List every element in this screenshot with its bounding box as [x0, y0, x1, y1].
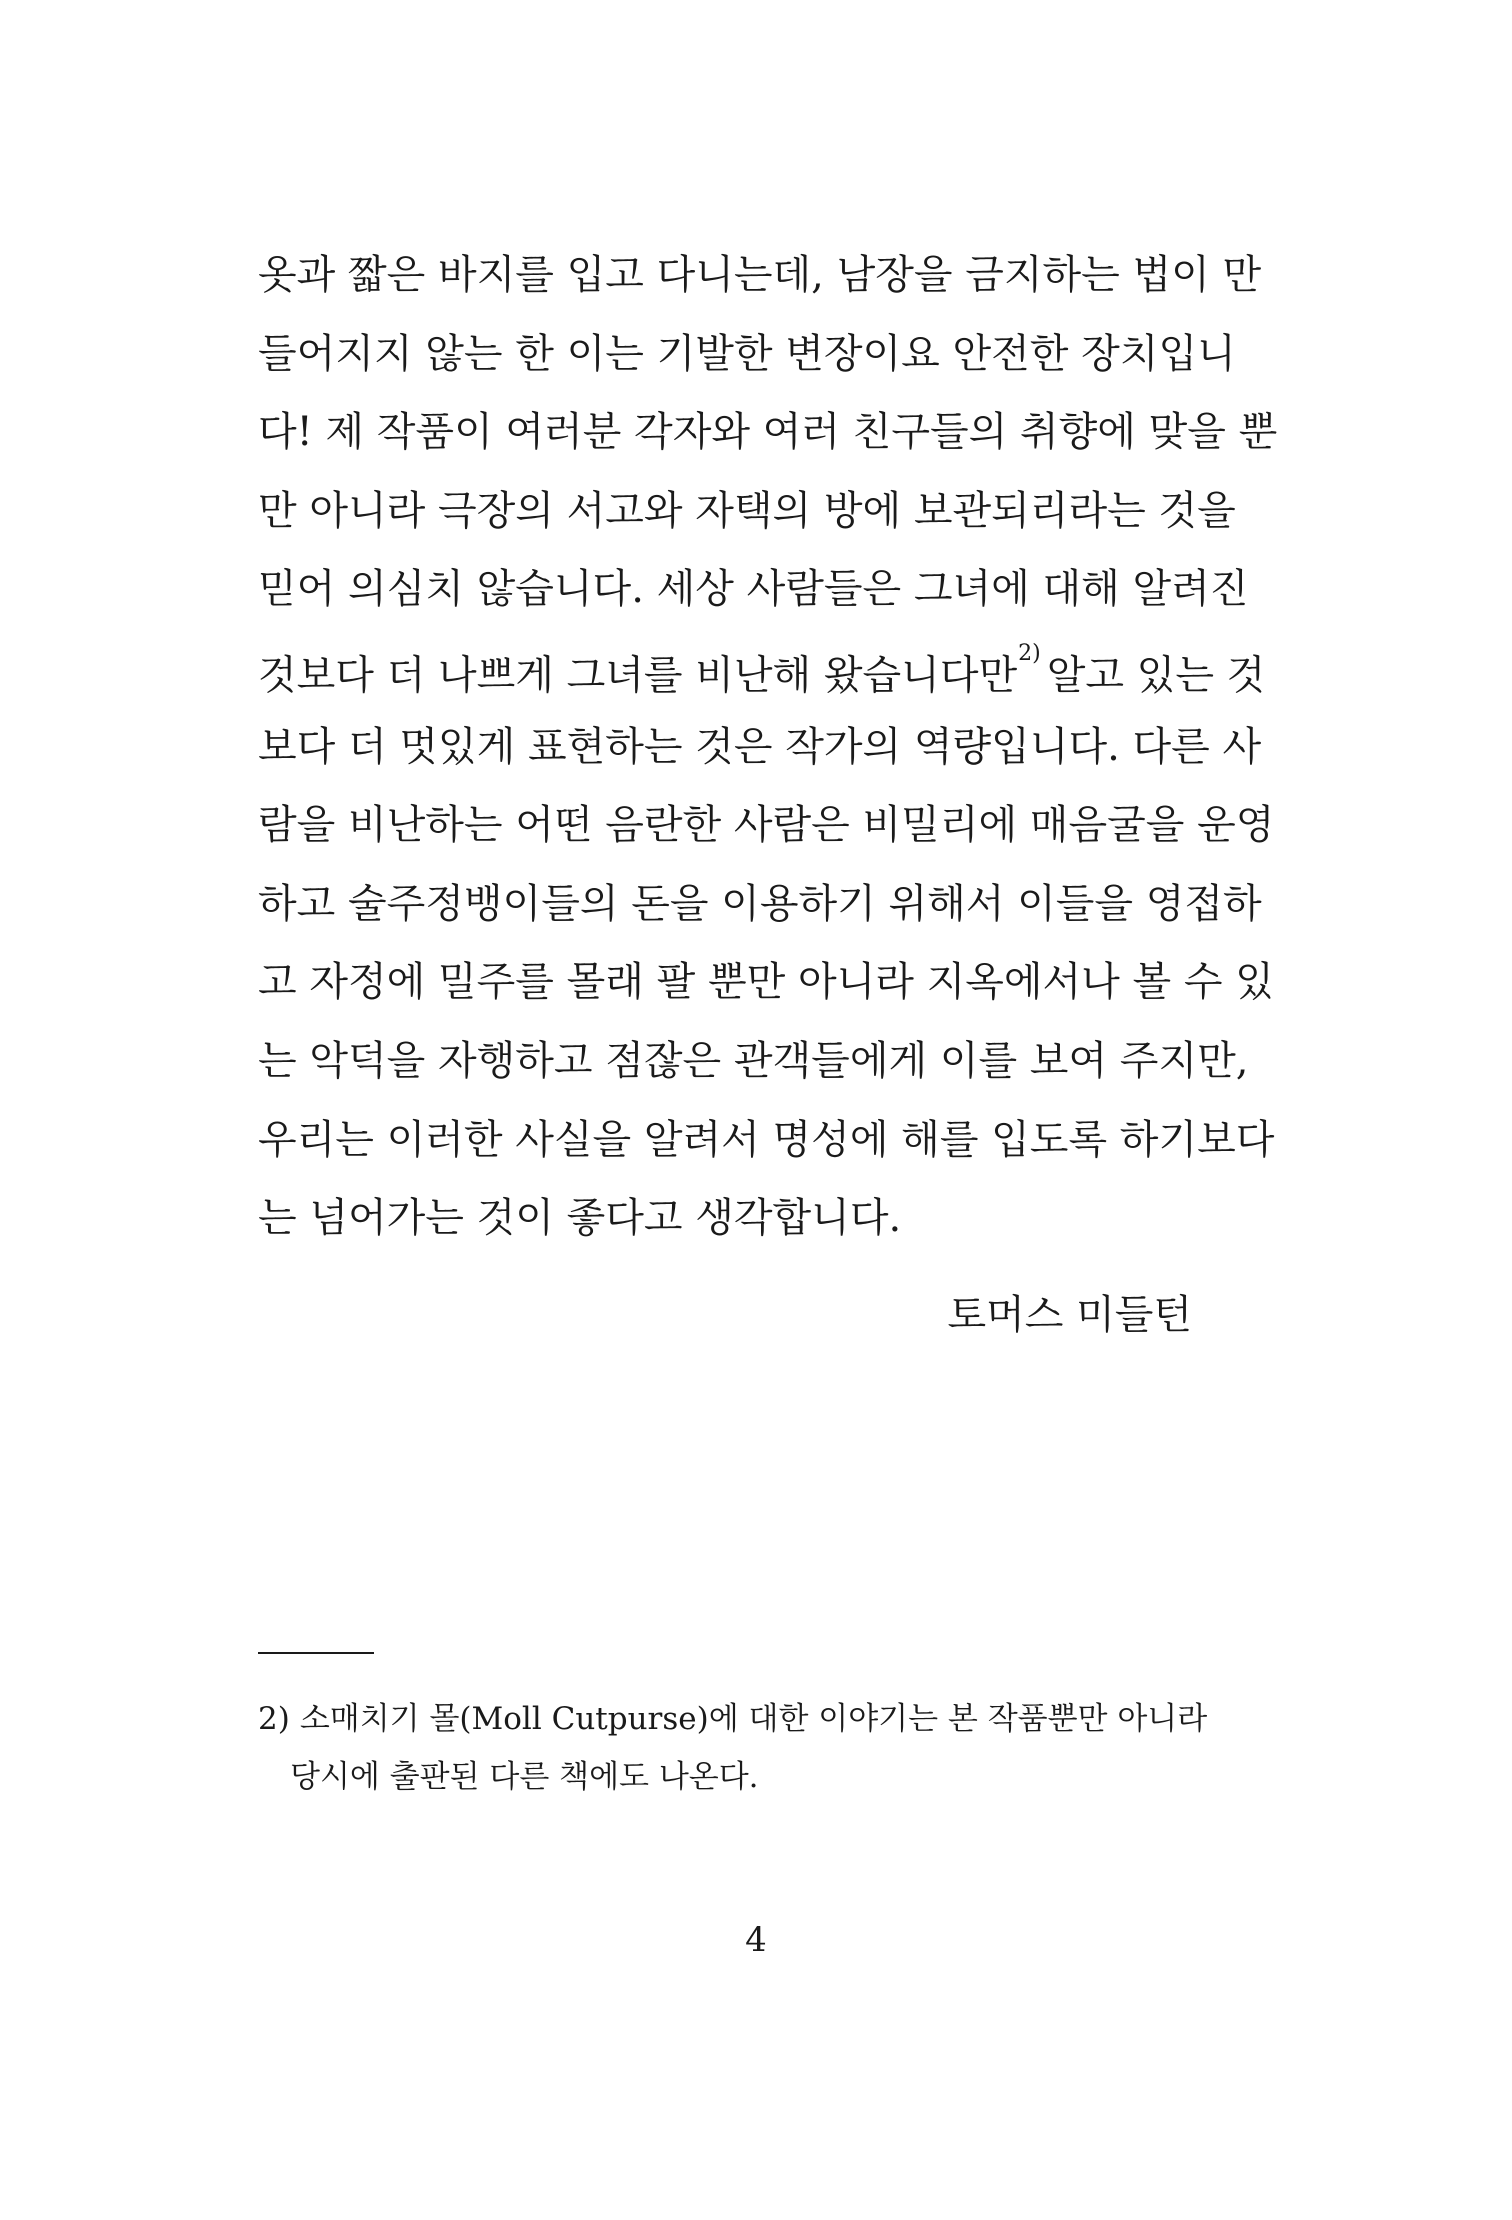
footnote-divider	[258, 1652, 374, 1654]
body-line: 들어지지 않는 한 이는 기발한 변장이요 안전한 장치입니	[258, 330, 1236, 377]
footnote-text: 소매치기 몰(Moll Cutpurse)에 대한 이야기는 본 작품뿐만 아니라	[299, 1701, 1208, 1737]
footnote-reference[interactable]: 2)	[1018, 640, 1041, 666]
body-line-with-footnote-ref	[258, 629, 1266, 708]
footnote	[258, 1690, 1258, 1806]
body-line-text-continued: 알고 있는 것	[1046, 652, 1266, 699]
author-signature: 토머스 미들턴	[947, 1292, 1192, 1338]
body-line: 는 넘어가는 것이 좋다고 생각합니다.	[258, 1195, 902, 1242]
body-line: 는 악덕을 자행하고 점잖은 관객들에게 이를 보여 주지만,	[258, 1037, 1249, 1084]
body-line: 우리는 이러한 사실을 알려서 명성에 해를 입도록 하기보다	[258, 1116, 1275, 1163]
body-line: 하고 술주정뱅이들의 돈을 이용하기 위해서 이들을 영접하	[258, 880, 1262, 927]
body-line: 보다 더 멋있게 표현하는 것은 작가의 역량입니다. 다른 사	[258, 723, 1262, 770]
footnote-line	[258, 1690, 1258, 1748]
footnote-text: 당시에 출판된 다른 책에도 나온다.	[290, 1759, 759, 1795]
footnote-number: 2)	[258, 1701, 290, 1737]
body-line: 믿어 의심치 않습니다. 세상 사람들은 그녀에 대해 알려진	[258, 566, 1249, 613]
page-number: 4	[745, 1920, 767, 1960]
body-text	[258, 236, 1278, 1258]
body-line-text: 것보다 더 나쁘게 그녀를 비난해 왔습니다만	[258, 652, 1018, 699]
body-line: 다! 제 작품이 여러분 각자와 여러 친구들의 취향에 맞을 뿐	[258, 409, 1278, 456]
body-line: 옷과 짧은 바지를 입고 다니는데, 남장을 금지하는 법이 만	[258, 252, 1262, 298]
body-line: 람을 비난하는 어떤 음란한 사람은 비밀리에 매음굴을 운영	[258, 802, 1275, 849]
body-line: 만 아니라 극장의 서고와 자택의 방에 보관되리라는 것을	[258, 487, 1236, 534]
footnote-line	[258, 1748, 1258, 1806]
body-line: 고 자정에 밀주를 몰래 팔 뿐만 아니라 지옥에서나 볼 수 있	[258, 959, 1274, 1006]
